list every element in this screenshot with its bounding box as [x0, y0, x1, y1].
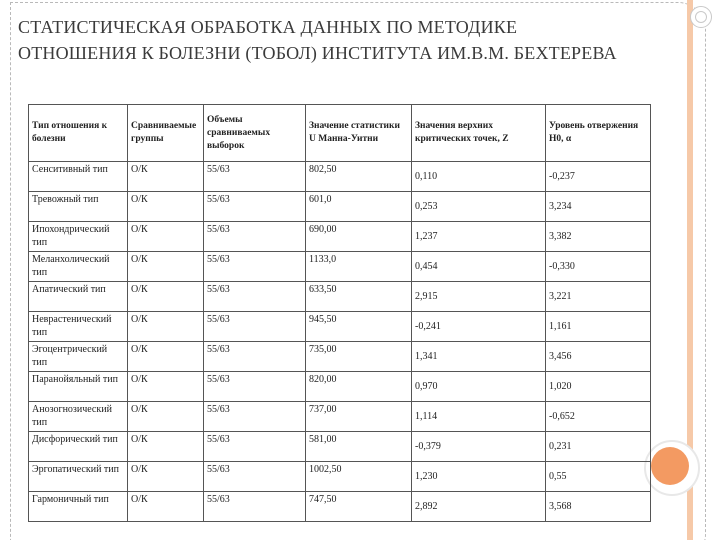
table-row	[29, 432, 651, 462]
table-cell: О/К	[128, 402, 204, 432]
statistics-table	[28, 104, 651, 522]
table-cell: О/К	[128, 312, 204, 342]
slide-title: СТАТИСТИЧЕСКАЯ ОБРАБОТКА ДАННЫХ ПО МЕТОДИКЕ ОТНОШЕНИЯ К БОЛЕЗНИ (ТОБОЛ) ИНСТИТУТА ИМ.В.М. БЕХТЕРЕВА	[18, 17, 617, 63]
table-cell: 1,161	[546, 312, 651, 342]
table-cell: 1,341	[412, 342, 546, 372]
table-cell: 3,382	[546, 222, 651, 252]
table-cell: О/К	[128, 492, 204, 522]
table-cell: 601,0	[306, 192, 412, 222]
table-cell: -0,330	[546, 252, 651, 282]
table-cell: О/К	[128, 192, 204, 222]
table-cell: О/К	[128, 162, 204, 192]
table-cell: 55/63	[204, 162, 306, 192]
table-cell: Гармоничный тип	[29, 492, 128, 522]
table-cell: 0,970	[412, 372, 546, 402]
table-row	[29, 162, 651, 192]
table-cell: 1133,0	[306, 252, 412, 282]
header-cell: Значение статистики U Манна-Уитни	[306, 105, 412, 162]
table-cell: 690,00	[306, 222, 412, 252]
table-cell: Анозогнозический тип	[29, 402, 128, 432]
table-cell: 747,50	[306, 492, 412, 522]
table-row	[29, 342, 651, 372]
table-cell: -0,652	[546, 402, 651, 432]
table-cell: 0,253	[412, 192, 546, 222]
table-cell: Апатический тип	[29, 282, 128, 312]
table-row	[29, 462, 651, 492]
table-cell: 1,114	[412, 402, 546, 432]
table-row	[29, 492, 651, 522]
table-cell: 737,00	[306, 402, 412, 432]
table-cell: 0,55	[546, 462, 651, 492]
header-cell: Уровень отвержения H0, α	[546, 105, 651, 162]
table-cell: 1,230	[412, 462, 546, 492]
table-cell: О/К	[128, 342, 204, 372]
table-cell: Эгоцентрический тип	[29, 342, 128, 372]
decor-circle-orange	[651, 447, 689, 485]
decor-circle-top-inner	[695, 11, 707, 23]
table-cell: 3,221	[546, 282, 651, 312]
header-cell: Значения верхних критических точек, Z	[412, 105, 546, 162]
table-cell: 3,456	[546, 342, 651, 372]
table-row	[29, 192, 651, 222]
table-cell: 1002,50	[306, 462, 412, 492]
table-cell: 581,00	[306, 432, 412, 462]
table-cell: 2,892	[412, 492, 546, 522]
table-cell: 55/63	[204, 192, 306, 222]
table-cell: 55/63	[204, 282, 306, 312]
table-row	[29, 312, 651, 342]
table-cell: 802,50	[306, 162, 412, 192]
table-cell: -0,237	[546, 162, 651, 192]
table-cell: О/К	[128, 462, 204, 492]
table-cell: Тревожный тип	[29, 192, 128, 222]
table-cell: О/К	[128, 372, 204, 402]
table-row	[29, 402, 651, 432]
table-cell: 1,237	[412, 222, 546, 252]
table-cell: 633,50	[306, 282, 412, 312]
table-cell: Ипохондрический тип	[29, 222, 128, 252]
table-body	[29, 162, 651, 522]
table-cell: 55/63	[204, 342, 306, 372]
table-cell: Меланхолический тип	[29, 252, 128, 282]
header-cell: Объемы сравниваемых выборок	[204, 105, 306, 162]
table-row	[29, 222, 651, 252]
table-cell: 55/63	[204, 492, 306, 522]
header-cell: Тип отношения к болезни	[29, 105, 128, 162]
table-cell: 735,00	[306, 342, 412, 372]
table-cell: Сенситивный тип	[29, 162, 128, 192]
table-cell: Неврастенический тип	[29, 312, 128, 342]
table-cell: 3,568	[546, 492, 651, 522]
table-cell: 820,00	[306, 372, 412, 402]
table-cell: Паранойяльный тип	[29, 372, 128, 402]
table-row	[29, 282, 651, 312]
table-cell: 2,915	[412, 282, 546, 312]
header-cell: Сравниваемые группы	[128, 105, 204, 162]
table-cell: Эргопатический тип	[29, 462, 128, 492]
table-cell: 55/63	[204, 312, 306, 342]
table-cell: 945,50	[306, 312, 412, 342]
table-cell: 0,231	[546, 432, 651, 462]
table-cell: О/К	[128, 252, 204, 282]
table-cell: -0,379	[412, 432, 546, 462]
table-cell: О/К	[128, 282, 204, 312]
table-cell: -0,241	[412, 312, 546, 342]
table-row	[29, 372, 651, 402]
table-cell: О/К	[128, 222, 204, 252]
table-cell: Дисфорический тип	[29, 432, 128, 462]
table-cell: О/К	[128, 432, 204, 462]
table-header-row	[29, 105, 651, 162]
table-cell: 0,110	[412, 162, 546, 192]
table-cell: 0,454	[412, 252, 546, 282]
table-cell: 55/63	[204, 372, 306, 402]
table-cell: 55/63	[204, 462, 306, 492]
table-cell: 55/63	[204, 402, 306, 432]
table-cell: 55/63	[204, 252, 306, 282]
table-cell: 1,020	[546, 372, 651, 402]
table-cell: 3,234	[546, 192, 651, 222]
table-cell: 55/63	[204, 222, 306, 252]
table-row	[29, 252, 651, 282]
table-cell: 55/63	[204, 432, 306, 462]
